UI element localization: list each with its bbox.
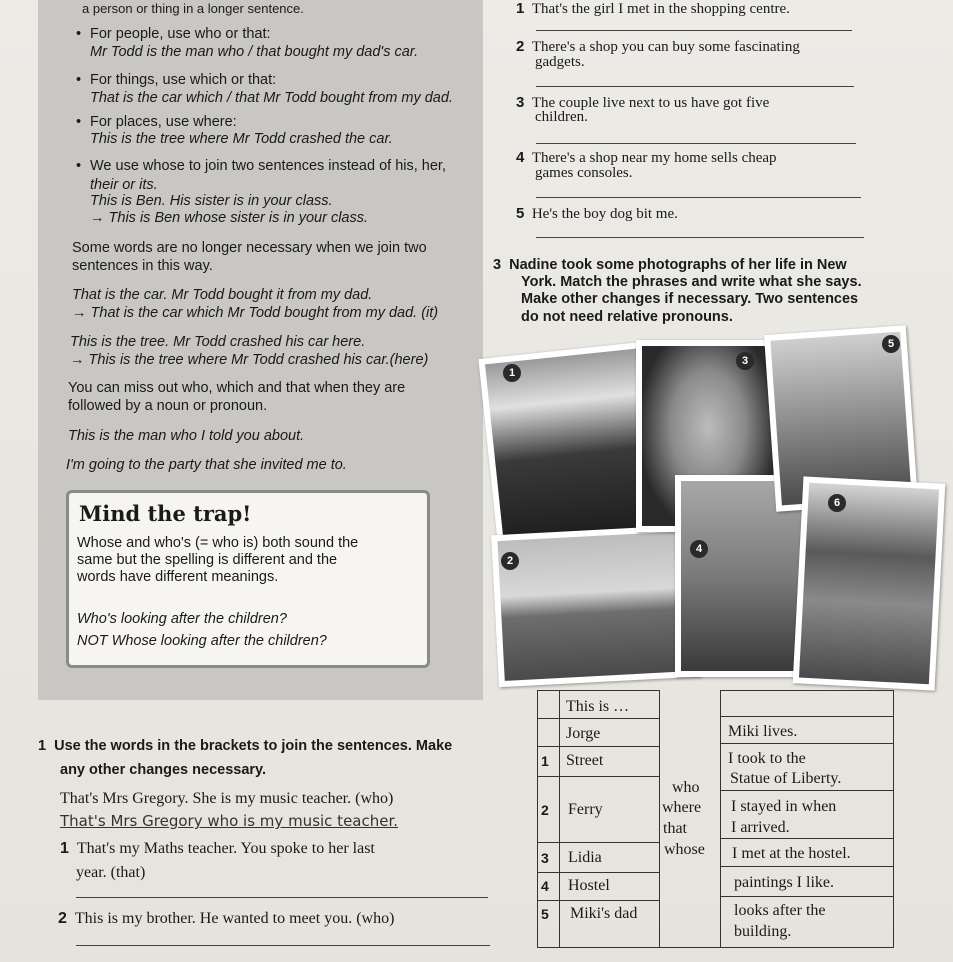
car-example-1: That is the car. Mr Todd bought it from my dad. [72, 287, 373, 303]
ex3-line-4: do not need relative pronouns. [521, 309, 733, 325]
pronoun-whose: whose [664, 841, 705, 858]
pronoun-who: who [672, 779, 700, 796]
missout-example-2: I'm going to the party that she invited me to. [66, 457, 347, 473]
table-header: This is … [566, 698, 630, 715]
table-border [537, 776, 659, 777]
things-rule: • For things, use which or that: [90, 72, 276, 89]
intro-text: a person or thing in a longer sentence. [82, 1, 304, 16]
whose-example-1: This is Ben. His sister is in your class. [90, 193, 333, 209]
trap-wrong: NOT Whose looking after the children? [77, 633, 327, 649]
table-border [720, 838, 893, 839]
photo-number-3: 3 [736, 352, 754, 370]
ex2-item-5: 5 He's the boy dog bit me. [516, 205, 678, 222]
ex2-item-3: 3 The couple live next to us have got five [516, 94, 770, 111]
table-col1-num: 2 [541, 802, 549, 818]
photo-ferry [491, 525, 701, 687]
photo-number-5: 5 [882, 335, 900, 353]
trap-line-2: same but the spelling is different and the [77, 552, 338, 568]
whose-rule-1: • We use whose to join two sentences instead of his, her, [90, 158, 446, 175]
answer-line[interactable] [536, 30, 852, 31]
table-col1-item: Jorge [566, 725, 601, 742]
trap-title: Mind the trap! [79, 501, 252, 526]
table-col1-item: Hostel [568, 877, 610, 894]
things-example: That is the car which / that Mr Todd bought from my dad. [90, 90, 453, 106]
ex2-item-4: 4 There's a shop near my home sells cheap [516, 149, 777, 166]
table-border [720, 716, 893, 717]
ex3-line-2: York. Match the phrases and write what she says. [521, 274, 862, 290]
mind-the-trap-box [66, 490, 430, 668]
pronoun-that: that [663, 820, 687, 837]
places-example: This is the tree where Mr Todd crashed the car. [90, 131, 393, 147]
photo-number-2: 2 [501, 552, 519, 570]
nolonger-2: sentences in this way. [72, 258, 213, 274]
photo-number-6: 6 [828, 494, 846, 512]
tree-example-2: → This is the tree where Mr Todd crashed his car.(here) [70, 352, 429, 368]
table-border [659, 690, 660, 948]
table-border [720, 896, 893, 897]
places-rule: • For places, use where: [90, 114, 237, 131]
ex1-q2: 2 This is my brother. He wanted to meet you. (who) [58, 910, 395, 927]
table-border [537, 690, 538, 948]
photo-number-1: 1 [503, 364, 521, 382]
table-border [559, 690, 560, 948]
ex2-item-2: 2 There's a shop you can buy some fascinating [516, 38, 800, 55]
answer-line[interactable] [76, 945, 490, 946]
table-border [720, 790, 893, 791]
photo-street [793, 476, 946, 690]
ex1-instruction-1: 1 Use the words in the brackets to join the sentences. Make [38, 738, 453, 754]
table-border [720, 690, 893, 691]
table-col3-item: Statue of Liberty. [730, 770, 842, 787]
missout-2: followed by a noun or pronoun. [68, 398, 268, 414]
answer-line[interactable] [76, 897, 488, 898]
photo-number-4: 4 [690, 540, 708, 558]
trap-line-3: words have different meanings. [77, 569, 279, 585]
pronoun-where: where [662, 799, 702, 816]
table-col3-item: I arrived. [731, 819, 790, 836]
people-rule: • For people, use who or that: [90, 26, 271, 43]
table-col1-num: 5 [541, 906, 549, 922]
table-col3-item: looks after the [734, 902, 826, 919]
table-col3-item: Miki lives. [728, 723, 798, 740]
answer-line[interactable] [536, 197, 861, 198]
answer-line[interactable] [536, 237, 864, 238]
people-example: Mr Todd is the man who / that bought my dad's car. [90, 44, 419, 60]
trap-line-1: Whose and who's (= who is) both sound the [77, 535, 359, 551]
table-border [537, 842, 659, 843]
table-col1-num: 1 [541, 753, 549, 769]
table-border [537, 746, 659, 747]
whose-rule-2: their or its. [90, 177, 158, 193]
trap-example: Who's looking after the children? [77, 611, 287, 627]
ex2-item-3-cont: children. [535, 109, 588, 125]
table-border [537, 947, 893, 948]
ex1-instruction-2: any other changes necessary. [60, 762, 267, 778]
table-col3-item: building. [734, 923, 792, 940]
tree-example-1: This is the tree. Mr Todd crashed his car here. [70, 334, 366, 350]
car-example-2: → That is the car which Mr Todd bought from my dad. (it) [72, 305, 439, 321]
table-col1-num: 3 [541, 850, 549, 866]
table-col3-item: I met at the hostel. [732, 845, 851, 862]
answer-line[interactable] [536, 86, 854, 87]
table-border [537, 872, 659, 873]
missout-1: You can miss out who, which and that when they are [68, 380, 406, 396]
table-border [720, 690, 721, 948]
table-col1-num: 4 [541, 878, 549, 894]
ex3-line-1: 3 Nadine took some photographs of her life in New [493, 257, 847, 273]
table-border [537, 690, 659, 691]
table-col3-item: paintings I like. [734, 874, 834, 891]
table-border [537, 718, 659, 719]
table-col1-item: Street [566, 752, 604, 769]
table-border [537, 900, 659, 901]
table-border [893, 690, 894, 948]
ex2-item-2-cont: gadgets. [535, 54, 585, 70]
ex2-item-4-cont: games consoles. [535, 165, 633, 181]
table-col3-item: I took to the [728, 750, 806, 767]
ex1-model-answer: That's Mrs Gregory who is my music teacher. [60, 812, 399, 830]
ex1-q1-line-1: 1 That's my Maths teacher. You spoke to her last [60, 840, 375, 857]
ex1-model-question: That's Mrs Gregory. She is my music teacher. (who) [60, 790, 394, 807]
table-col3-item: I stayed in when [731, 798, 837, 815]
missout-example-1: This is the man who I told you about. [68, 428, 305, 444]
table-col1-item: Miki's dad [570, 905, 638, 922]
table-border [720, 743, 893, 744]
table-col1-item: Lidia [568, 849, 602, 866]
ex1-q1-line-2: year. (that) [76, 864, 146, 881]
table-border [720, 866, 893, 867]
answer-line[interactable] [536, 143, 856, 144]
table-col1-item: Ferry [568, 801, 603, 818]
whose-example-2: → This is Ben whose sister is in your class. [90, 210, 369, 226]
ex2-item-1: 1 That's the girl I met in the shopping centre. [516, 0, 790, 17]
nolonger-1: Some words are no longer necessary when we join two [72, 240, 427, 256]
ex3-line-3: Make other changes if necessary. Two sentences [521, 291, 859, 307]
